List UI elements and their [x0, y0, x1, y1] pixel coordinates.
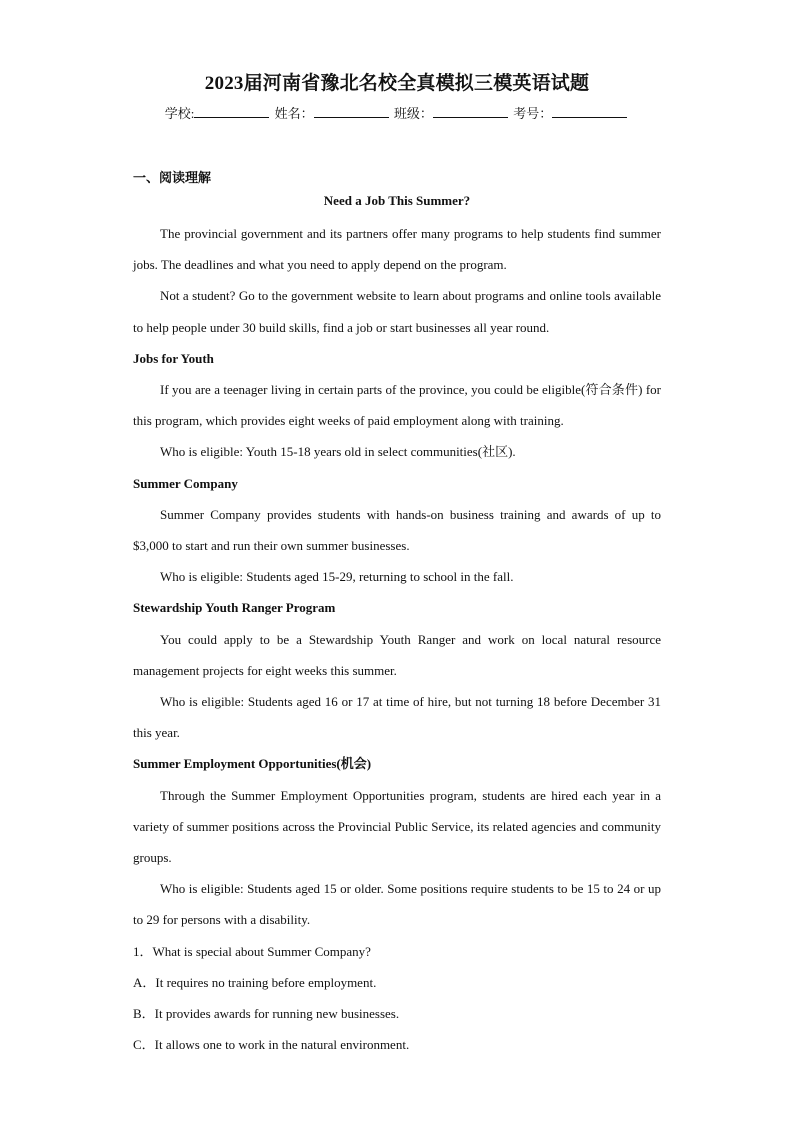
school-label: 学校: [164, 106, 195, 121]
eligibility-paragraph: Who is eligible: Students aged 16 or 17 at time of hire, but not turning 18 before December 31 this year. [133, 694, 661, 741]
passage-title: Need a Job This Summer? [323, 193, 471, 208]
name-blank[interactable] [314, 105, 389, 118]
eligibility-paragraph: Who is eligible: Youth 15-18 years old in select communities(社区). [160, 444, 516, 460]
program-heading: Summer Employment Opportunities(机会) [133, 756, 372, 772]
answer-option-a[interactable]: A．It requires no training before employment. [133, 974, 377, 990]
number-blank[interactable] [552, 105, 627, 118]
program-heading: Summer Company [133, 475, 238, 491]
answer-option-b[interactable]: B．It provides awards for running new businesses. [133, 1006, 400, 1022]
eligibility-paragraph: Who is eligible: Students aged 15-29, returning to school in the fall. [160, 569, 514, 585]
program-paragraph: Through the Summer Employment Opportunities program, students are hired each year in a variety of summer positions across the Provincial Public Service, its related agencies and community groups. [133, 787, 661, 866]
student-info-line [0, 103, 794, 122]
section-heading: 一、阅读理解 [133, 170, 212, 185]
question-stem: 1．What is special about Summer Company? [133, 943, 371, 959]
program-heading: Jobs for Youth [133, 350, 214, 366]
program-paragraph: Summer Company provides students with hands-on business training and awards of up to $3,000 to start and run their own summer businesses. [133, 506, 661, 554]
number-label: 考号： [513, 106, 553, 121]
program-paragraph: You could apply to be a Stewardship Youth Ranger and work on local natural resource management projects for eight weeks this summer. [133, 631, 661, 678]
program-heading: Stewardship Youth Ranger Program [133, 600, 336, 616]
class-label: 班级： [393, 106, 433, 121]
school-blank[interactable] [194, 105, 269, 118]
eligibility-paragraph: Who is eligible: Students aged 15 or older. Some positions require students to be 15 to 24 or up to 29 for persons with a disability. [133, 881, 661, 928]
exam-title: 2023届河南省豫北名校全真模拟三模英语试题 [204, 73, 590, 94]
intro-paragraph: The provincial government and its partners offer many programs to help students find summer jobs. The deadlines and what you need to apply depend on the program. [133, 226, 661, 273]
intro-paragraph: Not a student? Go to the government website to learn about programs and online tools available to help people under 30 build skills, find a job or start businesses all year round. [133, 288, 661, 335]
class-blank[interactable] [433, 105, 508, 118]
name-label: 姓名： [274, 106, 314, 121]
program-paragraph: If you are a teenager living in certain parts of the province, you could be eligible(符合条件) for this program, which provides eight weeks of paid employment along with training. [133, 382, 661, 429]
answer-option-c[interactable]: C．It allows one to work in the natural environment. [133, 1037, 410, 1053]
passage-body [133, 218, 661, 1060]
